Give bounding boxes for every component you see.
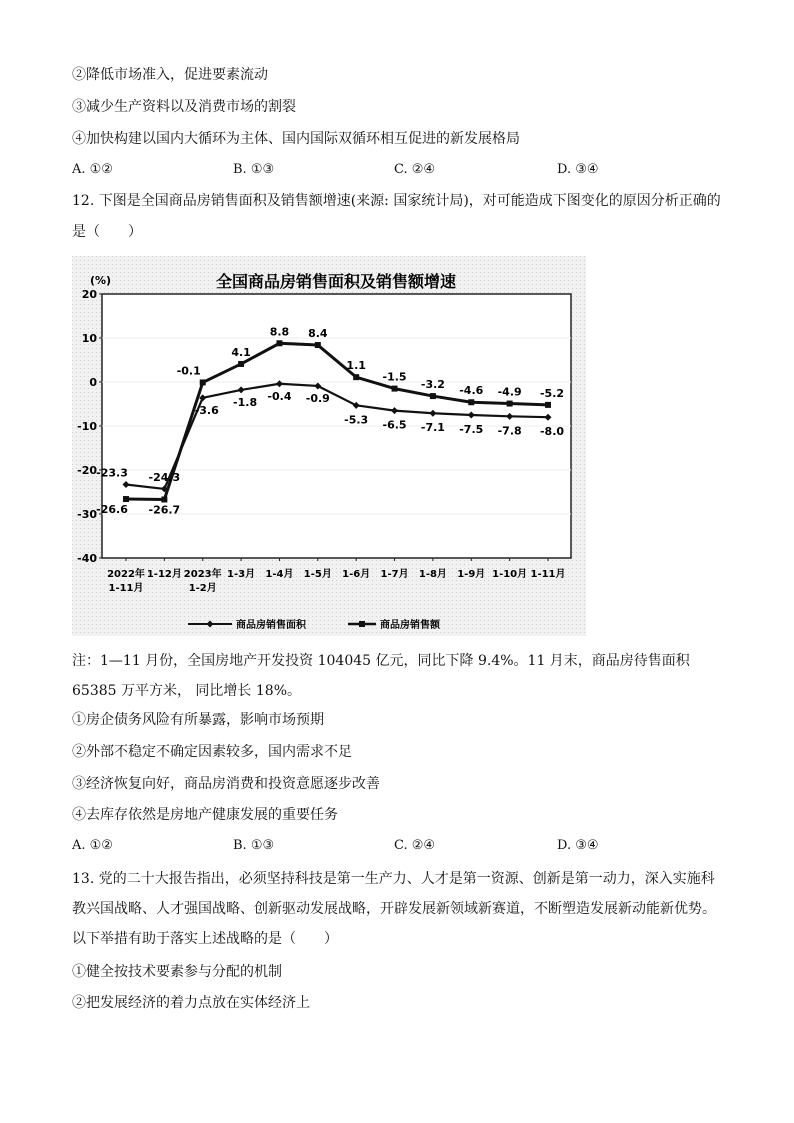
- data-label: -26.7: [148, 503, 181, 517]
- q12-stem-line2: 是（ ）: [72, 224, 142, 240]
- q11-item-3: ③减少生产资料以及消费市场的割裂: [72, 99, 296, 115]
- data-label: 4.1: [231, 345, 251, 359]
- q11-options: [72, 160, 722, 180]
- y-tick-label: 20: [81, 288, 97, 301]
- legend-label-area: 商品房销售面积: [236, 620, 306, 631]
- q12-options: [72, 836, 722, 856]
- q13-item-2: ②把发展经济的着力点放在实体经济上: [72, 995, 310, 1011]
- data-label: -7.8: [497, 424, 522, 438]
- q11-option-a[interactable]: A. ①②: [72, 162, 113, 177]
- data-label: 1.1: [346, 359, 366, 373]
- x-tick-label: 1-4月: [265, 569, 294, 580]
- legend-marker-amount: [359, 621, 365, 627]
- data-point: [161, 496, 167, 502]
- y-tick-label: 10: [81, 332, 97, 345]
- y-axis-unit: (%): [90, 274, 112, 287]
- y-tick-label: 0: [89, 376, 97, 389]
- x-tick-label: 1-8月: [418, 569, 447, 580]
- x-tick-label: 1-2月: [188, 583, 217, 594]
- x-tick-label: 1-7月: [380, 569, 409, 580]
- data-point: [468, 399, 474, 405]
- q12-stem-line1: 12. 下图是全国商品房销售面积及销售额增速(来源: 国家统计局)，对可能造成下图变化的原因分析正确的: [72, 193, 721, 209]
- data-label: -7.5: [459, 423, 484, 436]
- data-point: [276, 340, 282, 346]
- data-point: [430, 393, 436, 399]
- q13-stem: 13. 党的二十大报告指出，必须坚持科技是第一生产力、人才是第一资源、创新是第一动力，深入实施科教兴国战略、人才强国战略、创新驱动发展战略，开辟发展新领域新赛道，不断塑造发展新动能新优势。以下举措有助于落实上述战略的是（ ）: [72, 871, 716, 947]
- x-tick-label: 1-6月: [342, 569, 371, 580]
- q12-option-d[interactable]: D. ③④: [557, 838, 599, 853]
- data-label: -3.6: [194, 403, 219, 417]
- data-label: -8.0: [539, 425, 565, 439]
- q13-item-1: ①健全按技术要素参与分配的机制: [72, 964, 282, 980]
- q12-option-c[interactable]: C. ②④: [394, 838, 436, 853]
- data-point: [238, 361, 244, 367]
- q12-option-b[interactable]: B. ①③: [233, 838, 275, 853]
- q11-item-4: ④加快构建以国内大循环为主体、国内国际双循环相互促进的新发展格局: [72, 131, 520, 147]
- data-point: [123, 496, 129, 502]
- chart-title: 全国商品房销售面积及销售额增速: [215, 272, 457, 291]
- data-label: -6.5: [382, 418, 407, 432]
- data-point: [545, 402, 551, 408]
- q11-option-c[interactable]: C. ②④: [394, 162, 436, 177]
- legend-label-amount: 商品房销售额: [380, 620, 440, 631]
- chart: [72, 256, 586, 636]
- q12-item-2: ②外部不稳定不确定因素较多，国内需求不足: [72, 744, 352, 760]
- data-label: -4.6: [459, 384, 484, 398]
- q11-option-b[interactable]: B. ①③: [233, 162, 275, 177]
- y-tick-label: -40: [77, 552, 97, 565]
- y-tick-label: -10: [77, 420, 97, 433]
- y-tick-label: -30: [77, 508, 97, 521]
- data-label: -0.1: [176, 364, 201, 378]
- x-tick-label: 1-12月: [146, 569, 182, 580]
- data-label: -1.5: [382, 370, 407, 384]
- x-tick-label: 2023年: [183, 569, 222, 580]
- x-tick-label: 1-11月: [108, 583, 144, 594]
- x-tick-label: 1-5月: [303, 569, 332, 580]
- x-tick-label: 1-3月: [227, 569, 256, 580]
- data-label: -5.3: [344, 413, 369, 427]
- x-tick-label: 1-11月: [530, 569, 566, 580]
- q12-item-3: ③经济恢复向好，商品房消费和投资意愿逐步改善: [72, 776, 380, 792]
- data-point: [392, 386, 398, 392]
- data-label: -26.6: [96, 503, 128, 517]
- data-label: -3.2: [420, 378, 445, 392]
- q12-item-4: ④去库存依然是房地产健康发展的重要任务: [72, 807, 338, 823]
- data-point: [507, 401, 513, 407]
- q12-option-a[interactable]: A. ①②: [72, 838, 113, 853]
- x-tick-label: 1-10月: [492, 569, 528, 580]
- x-tick-label: 1-9月: [457, 569, 486, 580]
- data-label: -23.3: [96, 466, 128, 480]
- data-label: 8.8: [269, 325, 290, 339]
- data-label: -7.1: [420, 421, 445, 435]
- data-label: -4.9: [497, 385, 522, 399]
- q12-note: 注：1—11 月份，全国房地产开发投资 104045 亿元，同比下降 9.4%。11 月末，商品房待售面积 65385 万平方米， 同比增长 18%。: [72, 653, 690, 699]
- data-point: [315, 342, 321, 348]
- data-label: -24.3: [148, 470, 181, 484]
- data-point: [353, 374, 359, 380]
- x-tick-label: 2022年: [107, 569, 145, 580]
- data-label: -0.4: [267, 389, 292, 403]
- data-label: 8.4: [308, 327, 328, 341]
- data-point: [200, 379, 206, 385]
- q12-item-1: ①房企债务风险有所暴露，影响市场预期: [72, 712, 324, 728]
- q11-option-d[interactable]: D. ③④: [557, 162, 599, 177]
- data-label: -0.9: [305, 391, 330, 405]
- data-label: -1.8: [233, 395, 258, 409]
- q11-item-2: ②降低市场准入，促进要素流动: [72, 67, 268, 83]
- data-label: -5.2: [539, 386, 565, 400]
- y-tick-label: -20: [77, 464, 97, 477]
